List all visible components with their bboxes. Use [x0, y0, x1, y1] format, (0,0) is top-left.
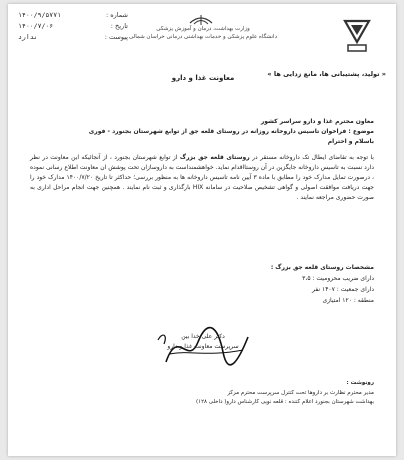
ministry-line1: وزارت بهداشت، درمان و آموزش پزشکی: [156, 26, 250, 32]
village-specs: [271, 262, 374, 306]
date-label: تاریخ :: [110, 22, 128, 30]
date-value: ۱۴۰۰/۷/۰۶: [18, 22, 54, 30]
attachment-value: ندارد: [18, 33, 38, 41]
spec-deprivation: دارای ضریب محرومیت : ۳،۵: [302, 275, 374, 282]
addressee: معاون محترم غذا و دارو سراسر کشور: [260, 118, 374, 125]
cc-label: رونوشت :: [346, 380, 374, 386]
meta-attachment-row: [18, 32, 128, 43]
ministry-header: [128, 26, 278, 41]
spec-title: مشخصات روستای قلعه جق بزرگ :: [270, 264, 374, 271]
signer-name: دکتر علی خدا بین: [181, 333, 225, 340]
cc-section: [30, 379, 374, 408]
attachment-label: پیوست :: [104, 33, 128, 41]
cc-line2: بهداشت شهرستان بجنورد اعلام کننده : قلعه نویی کارشناس دارو( داخلی ۱۲۸): [195, 399, 374, 405]
greeting: باسلام و احترام: [327, 138, 374, 145]
signature-block: [158, 332, 248, 352]
paragraph-part2: از توابع شهرستان بجنورد ، از آنجائیکه این معاونت در نظر دارد نسبت به تاسیس داروخانه جایگزین در آن روستااقدام نماید. خواهشمنداست به داروسازان تحت پوشش ان معاونت اطلاع رسانی نموده ، درصورت تمایل مدارک خود را مطابق با ماده ۳ آیین نامه تاسیس داروخانه ها به منظور بررسی؛ حداکثر تا تاریخ ۱۴۰۰/۷/۲۰ مدارک خود را جهت دریافت موافقت اصولی و گواهی تشخیص صلاحیت در سامانه HIX بارگذاری و ثبت نام نمایند . همچنین جهت انجام مراحل اداری به صورت حضوری مراجعه نمایند .: [30, 154, 374, 201]
letter-body: [30, 117, 374, 203]
meta-date-row: [18, 21, 128, 32]
paragraph-part1: با توجه به تقاضای ایطال تک داروخانه مستقر در: [252, 154, 374, 161]
letter-page: [8, 4, 396, 456]
letter-meta: [18, 10, 128, 43]
signer-title: سرپرست معاونت غذا و دارو: [167, 343, 239, 350]
spec-region: منطقه : ۱۲۰ امتیازی: [322, 297, 374, 304]
ministry-line2: دانشگاه علوم پزشکی و خدمات بهداشتی درمانی خراسان شمالی: [128, 33, 278, 40]
meta-number-row: [18, 10, 128, 21]
village-name: روستای قلعه جق بزرگ: [179, 154, 250, 161]
cc-line1: مدیر محترم نظارت بر داروها تحت کنترل سرپرست محترم مرکز: [227, 389, 374, 396]
university-logo-icon: [342, 18, 372, 54]
number-value: ۱۴۰۰/۹/۵۷۷۱: [18, 11, 62, 19]
letter-paragraph: [30, 153, 374, 203]
subject: موضوع : فراخوان تاسیس داروخانه روزانه در روستای قلعه جق از توابع شهرستان بجنورد - فوری: [88, 128, 374, 135]
iran-emblem-icon: [186, 12, 216, 26]
spec-population: دارای جمعیت : ۱۴۰۷ نفر: [312, 286, 374, 293]
slogan: « تولید، پشتیبانی ها، مانع زدایی ها »: [267, 70, 386, 78]
number-label: شماره :: [106, 11, 128, 19]
department-title: معاونت غذا و دارو: [171, 74, 235, 82]
